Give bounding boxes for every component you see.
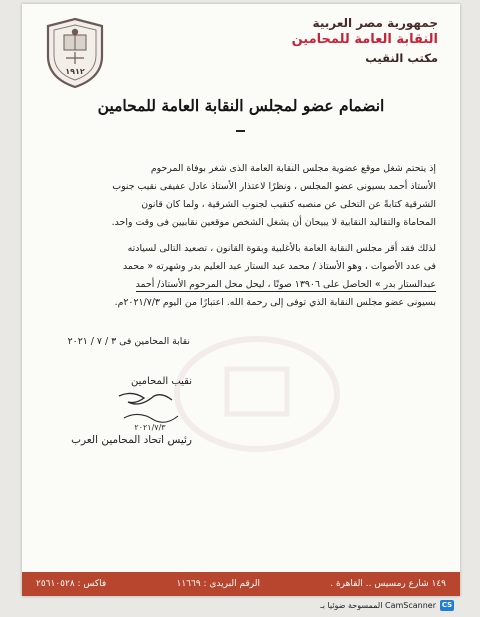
paragraph2-line: فى عدد الأصوات ، وهو الأستاذ / محمد عبد الستار عبد العليم بدر وشهرته « محمد bbox=[122, 261, 436, 272]
handwritten-signature bbox=[114, 388, 184, 434]
paragraph2-line: لذلك فقد أقر مجلس النقابة العامة بالأغلبية وبقوة القانون ، تصعيد التالى لسيادته bbox=[127, 243, 436, 254]
header-organization: النقابة العامة للمحامين bbox=[291, 32, 438, 47]
camscanner-watermark bbox=[320, 600, 454, 611]
logo-year: ١٩١٢ bbox=[65, 67, 85, 76]
letter-title: انضمام عضو لمجلس النقابة العامة للمحامين bbox=[97, 96, 385, 115]
paragraph1-line: الشرقية كتابةً عن التخلى عن منصبه كنقيب لجنوب الشرقية ، ولما كان قانون bbox=[141, 199, 436, 210]
footer-fax: فاكس : ٢٥٦١٠٥٢٨ bbox=[36, 579, 107, 589]
footer-postal-code: الرقم البريدى : ١١٦٦٩ bbox=[176, 579, 260, 589]
signature-name: رئيس اتحاد المحامين العرب bbox=[71, 434, 192, 446]
signature-title: نقيب المحامين bbox=[131, 376, 192, 387]
signature-date: ٢٠٢١/٧/٣ bbox=[134, 423, 166, 432]
paragraph2-line: بسيونى عضو مجلس النقابة الذي توفى إلى رحمة الله. اعتبارًا من اليوم ٢٠٢١/٧/٣م. bbox=[114, 297, 436, 308]
date-line: نقابة المحامين فى ٣ / ٧ / ٢٠٢١ bbox=[67, 336, 190, 347]
camscanner-text: الممسوحة ضوئيا بـ CamScanner bbox=[320, 601, 436, 610]
camscanner-icon: CS bbox=[441, 601, 453, 609]
header-office: مكتب النقيب bbox=[365, 51, 438, 65]
watermark-emblem bbox=[172, 334, 342, 454]
paragraph2-line-underlined: عبدالستار بدر » الحاصل على ١٣٩٠٦ صوتًا ، ليحل محل المرحوم الأستاذ/ أحمد bbox=[135, 279, 436, 290]
footer-address: ١٤٩ شارع رمسيس .. القاهرة . bbox=[330, 579, 446, 589]
title-dash bbox=[236, 130, 245, 132]
letterhead-footer bbox=[22, 572, 460, 596]
bar-association-logo bbox=[42, 16, 108, 90]
letter-page bbox=[22, 4, 460, 596]
paragraph1-line: الأستاذ أحمد بسيونى عضو المجلس ، ونظرًا لاعتذار الأستاذ عادل عفيفى نقيب جنوب bbox=[112, 181, 436, 192]
header-country: جمهورية مصر العربية bbox=[312, 16, 438, 30]
paragraph1-line: المحاماة والتقاليد النقابية لا يبيحان أن يشغل الشخص موقعين نقابيين فى وقت واحد. bbox=[111, 217, 436, 228]
paragraph1-line: إذ يتحتم شغل موقع عضوية مجلس النقابة العامة الذى شغر بوفاة المرحوم bbox=[150, 163, 436, 174]
